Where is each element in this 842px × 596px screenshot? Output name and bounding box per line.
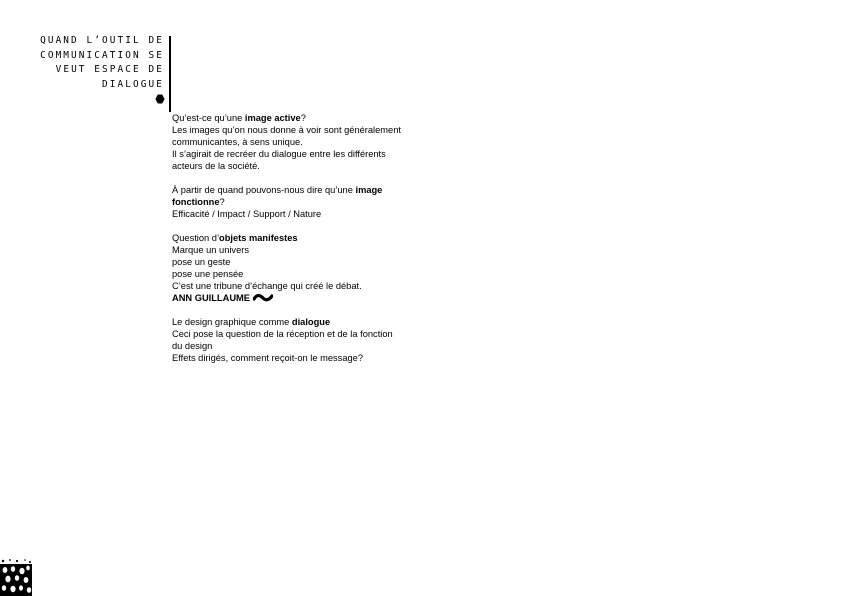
text-line: [172, 340, 432, 352]
bold-text: image active: [244, 113, 301, 123]
text-line: [172, 256, 432, 268]
bold-text: dialogue: [291, 317, 331, 327]
text-line: [172, 136, 432, 148]
text-run: du design: [172, 341, 213, 351]
text-line: [172, 268, 432, 280]
heading-line: VEUT ESPACE DE: [55, 64, 164, 76]
text-run: Efficacité / Impact / Support / Nature: [172, 209, 322, 219]
bold-text: ANN GUILLAUME: [172, 293, 250, 303]
bold-text: objets manifestes: [219, 233, 298, 243]
dotted-logo-icon: [0, 558, 32, 596]
text-run: Question d’: [172, 233, 220, 243]
swoosh-icon: [253, 294, 273, 303]
text-line: [172, 280, 432, 292]
text-run: C’est une tribune d’échange qui créé le débat.: [172, 281, 362, 291]
bold-text: fonctionne: [172, 197, 220, 207]
text-run: À partir de quand pouvons-nous dire qu’une: [172, 185, 356, 195]
vertical-divider: [169, 36, 171, 112]
text-run: pose un geste: [172, 257, 231, 267]
text-line: [172, 124, 432, 136]
text-line: [172, 112, 432, 124]
text-run: Le design graphique comme: [172, 317, 292, 327]
text-run: ?: [300, 113, 306, 123]
text-line: [172, 316, 432, 328]
text-run: ?: [219, 197, 225, 207]
text-run: Il s’agirait de recréer du dialogue entre les différents: [172, 149, 386, 159]
text-run: communicantes, à sens unique.: [172, 137, 303, 147]
text-line: [172, 292, 432, 304]
text-line: [172, 196, 432, 208]
text-line: [172, 328, 432, 340]
text-line: [172, 184, 432, 196]
text-run: Qu’est-ce qu’une: [172, 113, 245, 123]
text-run: Les images qu’on nous donne à voir sont généralement: [172, 125, 401, 135]
paragraph: [172, 316, 432, 364]
text-line: [172, 244, 432, 256]
section-heading: [40, 34, 164, 92]
text-line: [172, 160, 432, 172]
text-line: [172, 352, 432, 364]
bold-text: image: [355, 185, 383, 195]
text-run: acteurs de la société.: [172, 161, 260, 171]
hexagon-bullet-icon: [155, 94, 165, 104]
text-run: Marque un univers: [172, 245, 249, 255]
paragraph: [172, 184, 432, 220]
paragraph: [172, 232, 432, 304]
text-run: Ceci pose la question de la réception et de la fonction: [172, 329, 393, 339]
heading-line: QUAND L’OUTIL DE: [40, 35, 164, 46]
paragraph: [172, 112, 432, 172]
heading-line: COMMUNICATION SE: [40, 49, 164, 61]
text-run: Effets dirigés, comment reçoit-on le message?: [172, 353, 364, 363]
heading-line: DIALOGUE: [102, 78, 164, 90]
body-text: [172, 112, 432, 376]
text-line: [172, 208, 432, 220]
text-run: pose une pensée: [172, 269, 244, 279]
text-line: [172, 232, 432, 244]
text-line: [172, 148, 432, 160]
